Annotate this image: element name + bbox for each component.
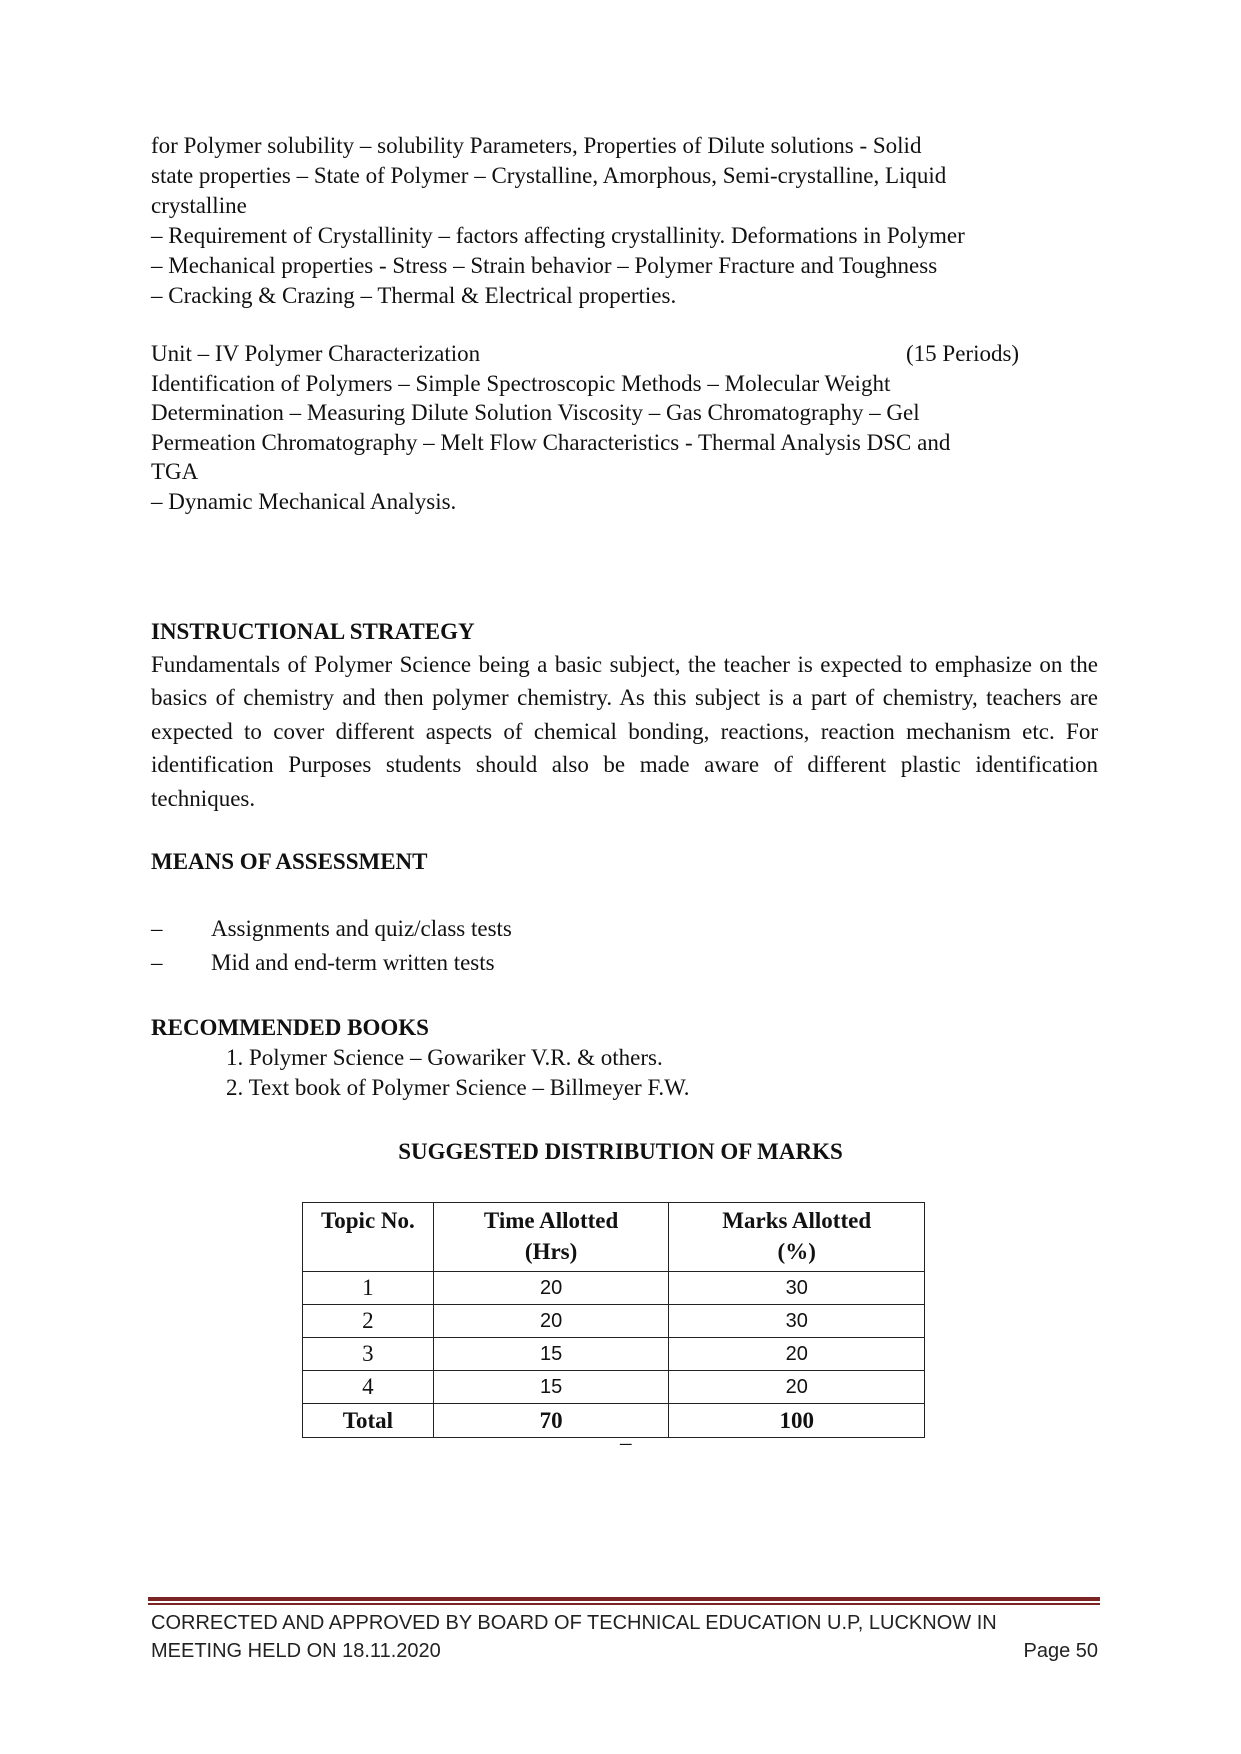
total-label: Total	[303, 1404, 434, 1438]
unit-line: – Dynamic Mechanical Analysis.	[151, 489, 457, 514]
table-header-row	[303, 1203, 925, 1272]
body-line: – Requirement of Crystallinity – factors affecting crystallinity. Deformations in Polymer	[151, 223, 965, 248]
footer-line: MEETING HELD ON 18.11.2020	[151, 1640, 441, 1662]
bullet-dash: –	[151, 916, 163, 941]
strategy-paragraph: Fundamentals of Polymer Science being a basic subject, the teacher is expected to emphasize on the basics of chemistry and then polymer chemistry. As this subject is a part of chemistry, teachers are expected to cover different aspects of chemical bonding, reactions, reaction mechanism etc. For identification Purposes students should also be made aware of different plastic identification techniques.	[151, 652, 1098, 811]
topic-cell: 1	[303, 1272, 434, 1305]
unit-line: Identification of Polymers – Simple Spectroscopic Methods – Molecular Weight	[151, 371, 891, 396]
body-line: – Mechanical properties - Stress – Strain behavior – Polymer Fracture and Toughness	[151, 253, 938, 278]
unit-periods: (15 Periods)	[906, 341, 1020, 366]
bullet-dash: –	[151, 950, 163, 975]
table-row	[303, 1272, 925, 1305]
marks-table	[302, 1202, 925, 1438]
footer-rule	[148, 1597, 1100, 1601]
book-item: 1. Polymer Science – Gowariker V.R. & others.	[226, 1045, 663, 1070]
marks-cell: 20	[669, 1338, 925, 1371]
body-line: – Cracking & Crazing – Thermal & Electrical properties.	[151, 283, 677, 308]
topic-cell: 4	[303, 1371, 434, 1404]
total-hours: 70	[433, 1404, 669, 1438]
assessment-item: Assignments and quiz/class tests	[211, 916, 512, 941]
hours-cell: 20	[433, 1272, 669, 1305]
table-title: SUGGESTED DISTRIBUTION OF MARKS	[398, 1139, 843, 1164]
section-heading: MEANS OF ASSESSMENT	[151, 849, 428, 874]
unit-line: Determination – Measuring Dilute Solution Viscosity – Gas Chromatography – Gel	[151, 400, 920, 425]
assessment-item: Mid and end-term written tests	[211, 950, 495, 975]
stray-dash: –	[620, 1430, 632, 1455]
body-line: state properties – State of Polymer – Crystalline, Amorphous, Semi-crystalline, Liquid	[151, 163, 947, 188]
unit-line: TGA	[151, 459, 199, 484]
footer-line: CORRECTED AND APPROVED BY BOARD OF TECHNICAL EDUCATION U.P, LUCKNOW IN	[151, 1612, 997, 1634]
book-item: 2. Text book of Polymer Science – Billmeyer F.W.	[226, 1075, 690, 1100]
hours-cell: 15	[433, 1371, 669, 1404]
header-topic: Topic No.	[303, 1203, 434, 1272]
header-marks: Marks Allotted (%)	[669, 1203, 925, 1272]
page-number: Page 50	[1023, 1640, 1098, 1662]
unit-line: Permeation Chromatography – Melt Flow Characteristics - Thermal Analysis DSC and	[151, 430, 951, 455]
table-row	[303, 1305, 925, 1338]
topic-cell: 3	[303, 1338, 434, 1371]
marks-cell: 20	[669, 1371, 925, 1404]
hours-cell: 15	[433, 1338, 669, 1371]
hours-cell: 20	[433, 1305, 669, 1338]
body-line: crystalline	[151, 193, 247, 218]
table-row	[303, 1338, 925, 1371]
header-time: Time Allotted (Hrs)	[433, 1203, 669, 1272]
section-heading: RECOMMENDED BOOKS	[151, 1015, 429, 1040]
topic-cell: 2	[303, 1305, 434, 1338]
body-line: for Polymer solubility – solubility Parameters, Properties of Dilute solutions - Solid	[151, 133, 922, 158]
table-row	[303, 1371, 925, 1404]
total-marks: 100	[669, 1404, 925, 1438]
footer-rule-thin	[148, 1603, 1100, 1605]
unit-title: Unit – IV Polymer Characterization	[151, 341, 481, 366]
table-total-row	[303, 1404, 925, 1438]
marks-cell: 30	[669, 1305, 925, 1338]
section-heading: INSTRUCTIONAL STRATEGY	[151, 619, 475, 644]
marks-cell: 30	[669, 1272, 925, 1305]
